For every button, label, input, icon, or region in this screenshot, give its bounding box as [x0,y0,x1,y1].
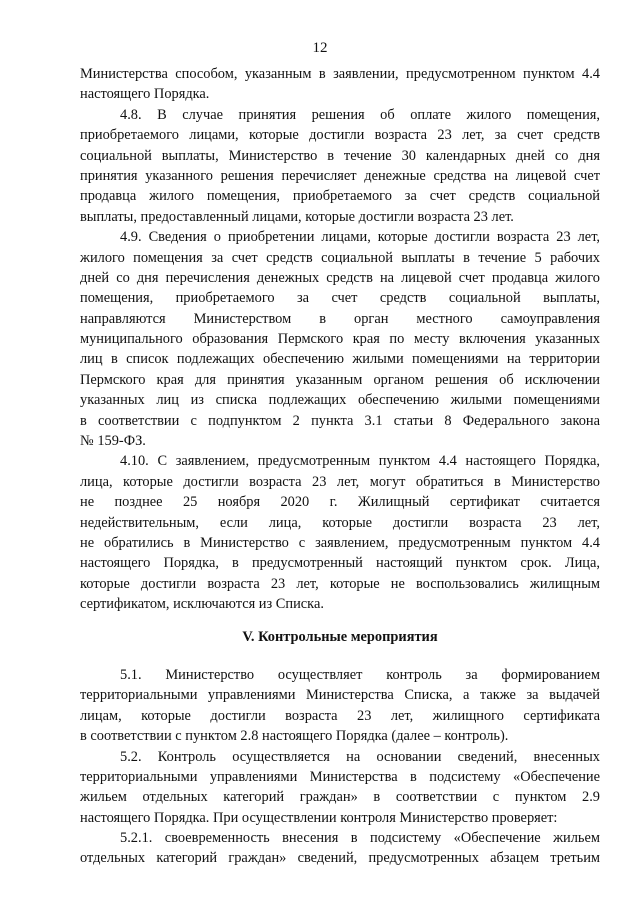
section-iv-text [80,64,600,615]
page-number: 12 [312,40,328,56]
text-line: жильем отдельных категорий граждан» в соответствии с пунктом 2.9 [80,789,600,806]
text-line: указанных лиц из списка подлежащих обеспечению жилыми помещениями [80,392,600,409]
document-body [80,64,600,869]
text-line: не обратились в Министерство с заявлением, предусмотренным пунктом 4.4 [80,534,600,551]
text-line: муниципального образования Пермского края по месту включения указанных [80,331,600,348]
text-line: направляются Министерством в орган местного самоуправления [80,310,600,327]
text-line: социальной выплаты, Министерство в течение 30 календарных дней со дня [80,147,600,164]
text-line: Пермского края для принятия указанным органом решения об исключении [80,371,600,388]
text-line: территориальными управлениями Министерства в подсистему «Обеспечение [80,768,600,785]
text-line: жилого помещения за счет средств социальной выплаты в течение 5 рабочих [80,249,600,266]
text-line: не позднее 25 ноября 2020 г. Жилищный сертификат считается [80,494,600,511]
section-v-text [80,665,600,869]
text-line: выплаты, предоставленный лицами, которые достигли возраста 23 лет. [80,208,514,225]
text-line: 4.8. В случае принятия решения об оплате жилого помещения, [120,106,600,123]
text-line: дней со дня перечисления денежных средств на лицевой счет продавца жилого [80,269,600,286]
text-line: лица, которые достигли возраста 23 лет, могут обратиться в Министерство [80,473,600,490]
text-line: продавца жилого помещения, приобретаемого за счет средств социальной [80,188,600,205]
text-line: отдельных категорий граждан» сведений, предусмотренных абзацем третьим [80,850,600,867]
text-line: принятия указанного решения перечисляет денежные средства на лицевой счет [80,167,600,184]
text-line: помещения, приобретаемого за счет средств социальной выплаты, [80,290,600,307]
text-line: Министерства способом, указанным в заявлении, предусмотренном пунктом 4.4 [80,66,600,82]
text-line: № 159-ФЗ. [80,433,146,450]
text-line: лицам, которые достигли возраста 23 лет, жилищного сертификата [80,707,600,724]
text-line: 5.2.1. своевременность внесения в подсистему «Обеспечение жильем [120,830,600,847]
text-line: лиц в список подлежащих обеспечению жилыми помещениями на территории [80,351,600,368]
text-line: приобретаемого лицами, которые достигли возраста 23 лет, за счет средств [80,127,600,144]
text-line: настоящего Порядка. При осуществлении контроля Министерство проверяет: [80,809,558,826]
text-line: в соответствии с пунктом 2.8 настоящего Порядка (далее – контроль). [80,728,509,745]
text-line: в соответствии с подпунктом 2 пункта 3.1 статьи 8 Федерального закона [80,412,600,429]
text-line: территориальными управлениями Министерства Списка, а также за выдачей [80,687,600,704]
text-line: настоящего Порядка, в предусмотренный настоящий пунктом срок. Лица, [80,555,600,572]
text-line: 4.9. Сведения о приобретении лицами, которые достигли возраста 23 лет, [120,229,600,246]
text-line: 5.1. Министерство осуществляет контроль за формированием [120,666,600,683]
text-line: сертификатом, исключаются из Списка. [80,596,324,613]
text-line: недействительным, если лица, которые достигли возраста 23 лет, [80,514,600,531]
text-line: которые достигли возраста 23 лет, которые не воспользовались жилищным [80,575,600,592]
text-line: настоящего Порядка. [80,86,210,103]
text-line: 4.10. С заявлением, предусмотренным пунктом 4.4 настоящего Порядка, [120,453,600,470]
section-heading: V. Контрольные мероприятия [242,628,438,645]
text-line: 5.2. Контроль осуществляется на основании сведений, внесенных [120,748,600,765]
